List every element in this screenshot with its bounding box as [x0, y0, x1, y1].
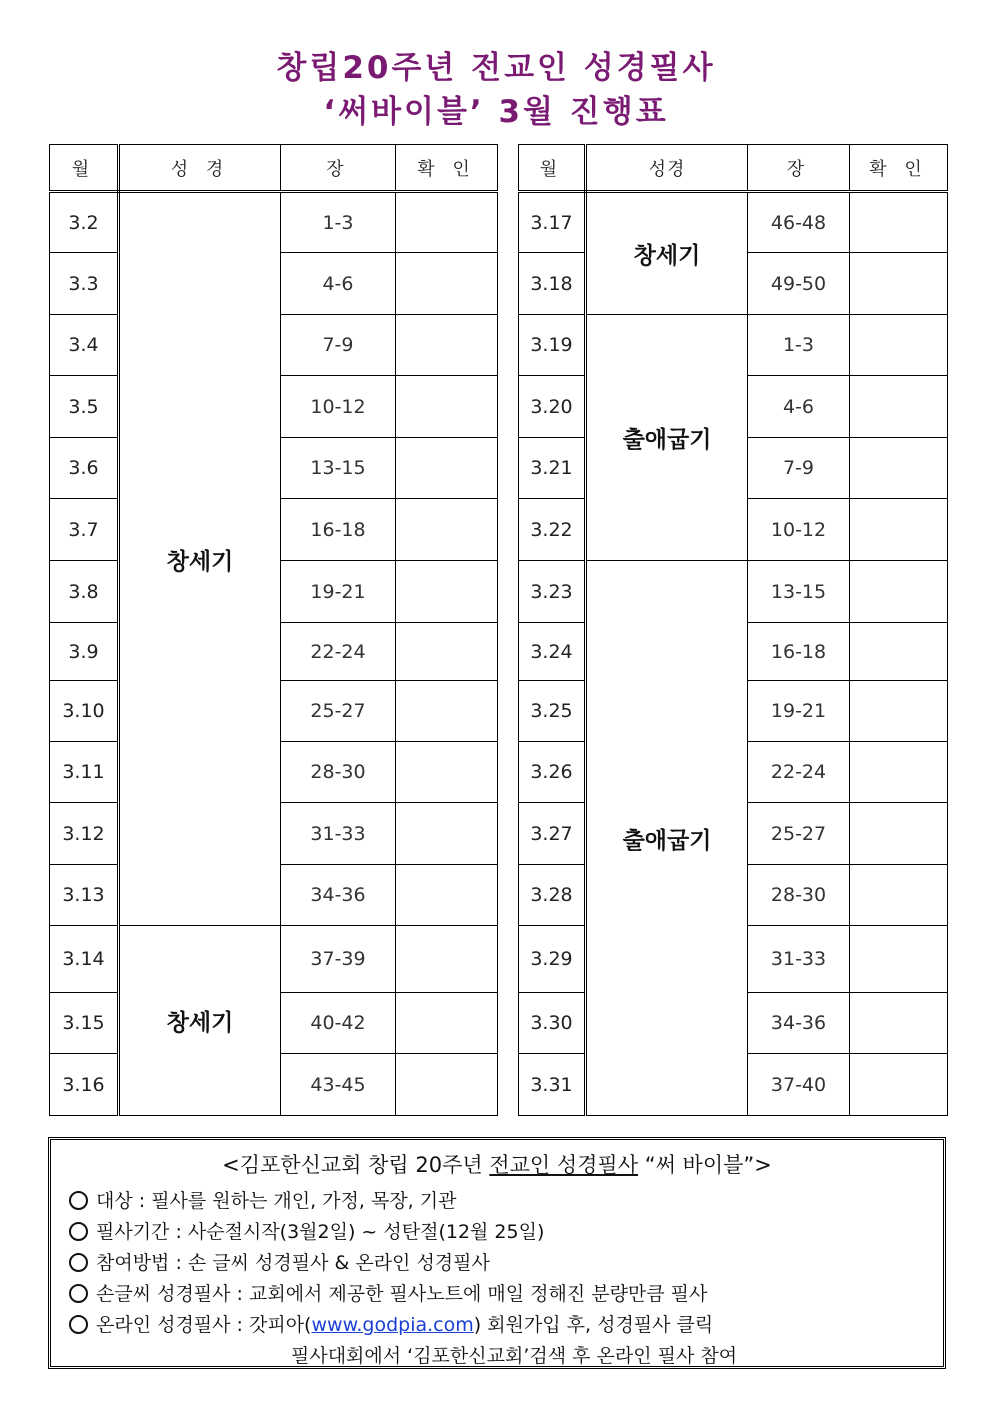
- info-handwriting: 손글씨 성경필사 : 교회에서 제공한 필사노트에 매일 정해진 분량만큼 필사: [69, 1279, 707, 1306]
- chapter-cell: 31-33: [281, 803, 396, 865]
- circle-bullet-icon: [69, 1191, 88, 1210]
- chapter-cell: 43-45: [281, 1054, 396, 1116]
- check-cell[interactable]: [396, 253, 498, 315]
- header-month: 월: [50, 145, 119, 192]
- chapter-cell: 34-36: [281, 865, 396, 926]
- header-book: 성경: [586, 145, 748, 192]
- chapter-cell: 4-6: [281, 253, 396, 315]
- chapter-cell: 25-27: [748, 803, 850, 865]
- check-cell[interactable]: [396, 926, 498, 993]
- day-cell: 3.23: [519, 561, 586, 623]
- book-cell: 창세기: [586, 192, 748, 315]
- godpia-link[interactable]: www.godpia.com: [311, 1314, 474, 1336]
- chapter-cell: 22-24: [281, 623, 396, 681]
- chapter-cell: 28-30: [748, 865, 850, 926]
- check-cell[interactable]: [396, 192, 498, 253]
- day-cell: 3.6: [50, 438, 119, 499]
- check-cell[interactable]: [396, 742, 498, 803]
- day-cell: 3.26: [519, 742, 586, 803]
- circle-bullet-icon: [69, 1222, 88, 1241]
- check-cell[interactable]: [396, 315, 498, 376]
- day-cell: 3.12: [50, 803, 119, 865]
- chapter-cell: 31-33: [748, 926, 850, 993]
- circle-bullet-icon: [69, 1315, 88, 1334]
- table-row: [519, 561, 948, 623]
- info-method: 참여방법 : 손 글씨 성경필사 & 온라인 성경필사: [69, 1248, 490, 1275]
- book-cell: 창세기: [119, 192, 281, 926]
- chapter-cell: 7-9: [281, 315, 396, 376]
- schedule-table-right: [518, 144, 948, 1116]
- chapter-cell: 46-48: [748, 192, 850, 253]
- table-row: [519, 192, 948, 253]
- chapter-cell: 16-18: [748, 623, 850, 681]
- info-period: 필사기간 : 사순절시작(3월2일) ~ 성탄절(12월 25일): [69, 1217, 544, 1244]
- chapter-cell: 19-21: [281, 561, 396, 623]
- day-cell: 3.30: [519, 993, 586, 1054]
- check-cell[interactable]: [850, 1054, 948, 1116]
- chapter-cell: 16-18: [281, 499, 396, 561]
- chapter-cell: 28-30: [281, 742, 396, 803]
- day-cell: 3.24: [519, 623, 586, 681]
- day-cell: 3.13: [50, 865, 119, 926]
- check-cell[interactable]: [396, 376, 498, 438]
- day-cell: 3.19: [519, 315, 586, 376]
- day-cell: 3.14: [50, 926, 119, 993]
- day-cell: 3.22: [519, 499, 586, 561]
- check-cell[interactable]: [850, 315, 948, 376]
- check-cell[interactable]: [850, 438, 948, 499]
- check-cell[interactable]: [850, 253, 948, 315]
- chapter-cell: 25-27: [281, 681, 396, 742]
- day-cell: 3.31: [519, 1054, 586, 1116]
- day-cell: 3.18: [519, 253, 586, 315]
- chapter-cell: 13-15: [748, 561, 850, 623]
- book-cell: 출애굽기: [586, 561, 748, 1116]
- header-check: 확 인: [396, 145, 498, 192]
- chapter-cell: 34-36: [748, 993, 850, 1054]
- check-cell[interactable]: [396, 438, 498, 499]
- day-cell: 3.17: [519, 192, 586, 253]
- day-cell: 3.21: [519, 438, 586, 499]
- check-cell[interactable]: [850, 803, 948, 865]
- check-cell[interactable]: [850, 681, 948, 742]
- circle-bullet-icon: [69, 1284, 88, 1303]
- chapter-cell: 37-39: [281, 926, 396, 993]
- circle-bullet-icon: [69, 1253, 88, 1272]
- book-cell: 출애굽기: [586, 315, 748, 561]
- day-cell: 3.3: [50, 253, 119, 315]
- day-cell: 3.20: [519, 376, 586, 438]
- day-cell: 3.8: [50, 561, 119, 623]
- info-target: 대상 : 필사를 원하는 개인, 가정, 목장, 기관: [69, 1186, 456, 1213]
- page-title: 창립20주년 전교인 성경필사: [276, 50, 716, 86]
- day-cell: 3.4: [50, 315, 119, 376]
- check-cell[interactable]: [396, 1054, 498, 1116]
- chapter-cell: 37-40: [748, 1054, 850, 1116]
- check-cell[interactable]: [850, 926, 948, 993]
- header-chapter: 장: [748, 145, 850, 192]
- header-check: 확 인: [850, 145, 948, 192]
- check-cell[interactable]: [396, 803, 498, 865]
- check-cell[interactable]: [396, 681, 498, 742]
- check-cell[interactable]: [850, 561, 948, 623]
- day-cell: 3.2: [50, 192, 119, 253]
- check-cell[interactable]: [396, 865, 498, 926]
- header-chapter: 장: [281, 145, 396, 192]
- check-cell[interactable]: [850, 742, 948, 803]
- day-cell: 3.16: [50, 1054, 119, 1116]
- chapter-cell: 49-50: [748, 253, 850, 315]
- check-cell[interactable]: [850, 993, 948, 1054]
- day-cell: 3.27: [519, 803, 586, 865]
- day-cell: 3.25: [519, 681, 586, 742]
- check-cell[interactable]: [850, 623, 948, 681]
- chapter-cell: 1-3: [748, 315, 850, 376]
- chapter-cell: 19-21: [748, 681, 850, 742]
- info-online: 온라인 성경필사 : 갓피아(www.godpia.com) 회원가입 후, 성경필사 클릭: [69, 1310, 713, 1337]
- book-cell: 창세기: [119, 926, 281, 1116]
- chapter-cell: 40-42: [281, 993, 396, 1054]
- chapter-cell: 22-24: [748, 742, 850, 803]
- day-cell: 3.9: [50, 623, 119, 681]
- page-subtitle: ‘써바이블’ 3월 진행표: [323, 94, 669, 130]
- info-box: [48, 1137, 946, 1369]
- schedule-table-left: [49, 144, 498, 1116]
- chapter-cell: 1-3: [281, 192, 396, 253]
- check-cell[interactable]: [396, 561, 498, 623]
- check-cell[interactable]: [396, 499, 498, 561]
- day-cell: 3.15: [50, 993, 119, 1054]
- check-cell[interactable]: [850, 376, 948, 438]
- chapter-cell: 7-9: [748, 438, 850, 499]
- table-row: [50, 926, 498, 993]
- day-cell: 3.10: [50, 681, 119, 742]
- check-cell[interactable]: [850, 499, 948, 561]
- table-row: [519, 315, 948, 376]
- check-cell[interactable]: [396, 623, 498, 681]
- header-book: 성 경: [119, 145, 281, 192]
- chapter-cell: 13-15: [281, 438, 396, 499]
- info-online-continued: 필사대회에서 ‘김포한신교회’검색 후 온라인 필사 참여: [291, 1345, 738, 1367]
- table-row: [50, 192, 498, 253]
- day-cell: 3.28: [519, 865, 586, 926]
- day-cell: 3.7: [50, 499, 119, 561]
- day-cell: 3.11: [50, 742, 119, 803]
- day-cell: 3.29: [519, 926, 586, 993]
- header-month: 월: [519, 145, 586, 192]
- chapter-cell: 4-6: [748, 376, 850, 438]
- info-box-title: <김포한신교회 창립 20주년 전교인 성경필사 “써 바이블”>: [222, 1153, 772, 1177]
- chapter-cell: 10-12: [748, 499, 850, 561]
- check-cell[interactable]: [850, 865, 948, 926]
- check-cell[interactable]: [396, 993, 498, 1054]
- day-cell: 3.5: [50, 376, 119, 438]
- chapter-cell: 10-12: [281, 376, 396, 438]
- check-cell[interactable]: [850, 192, 948, 253]
